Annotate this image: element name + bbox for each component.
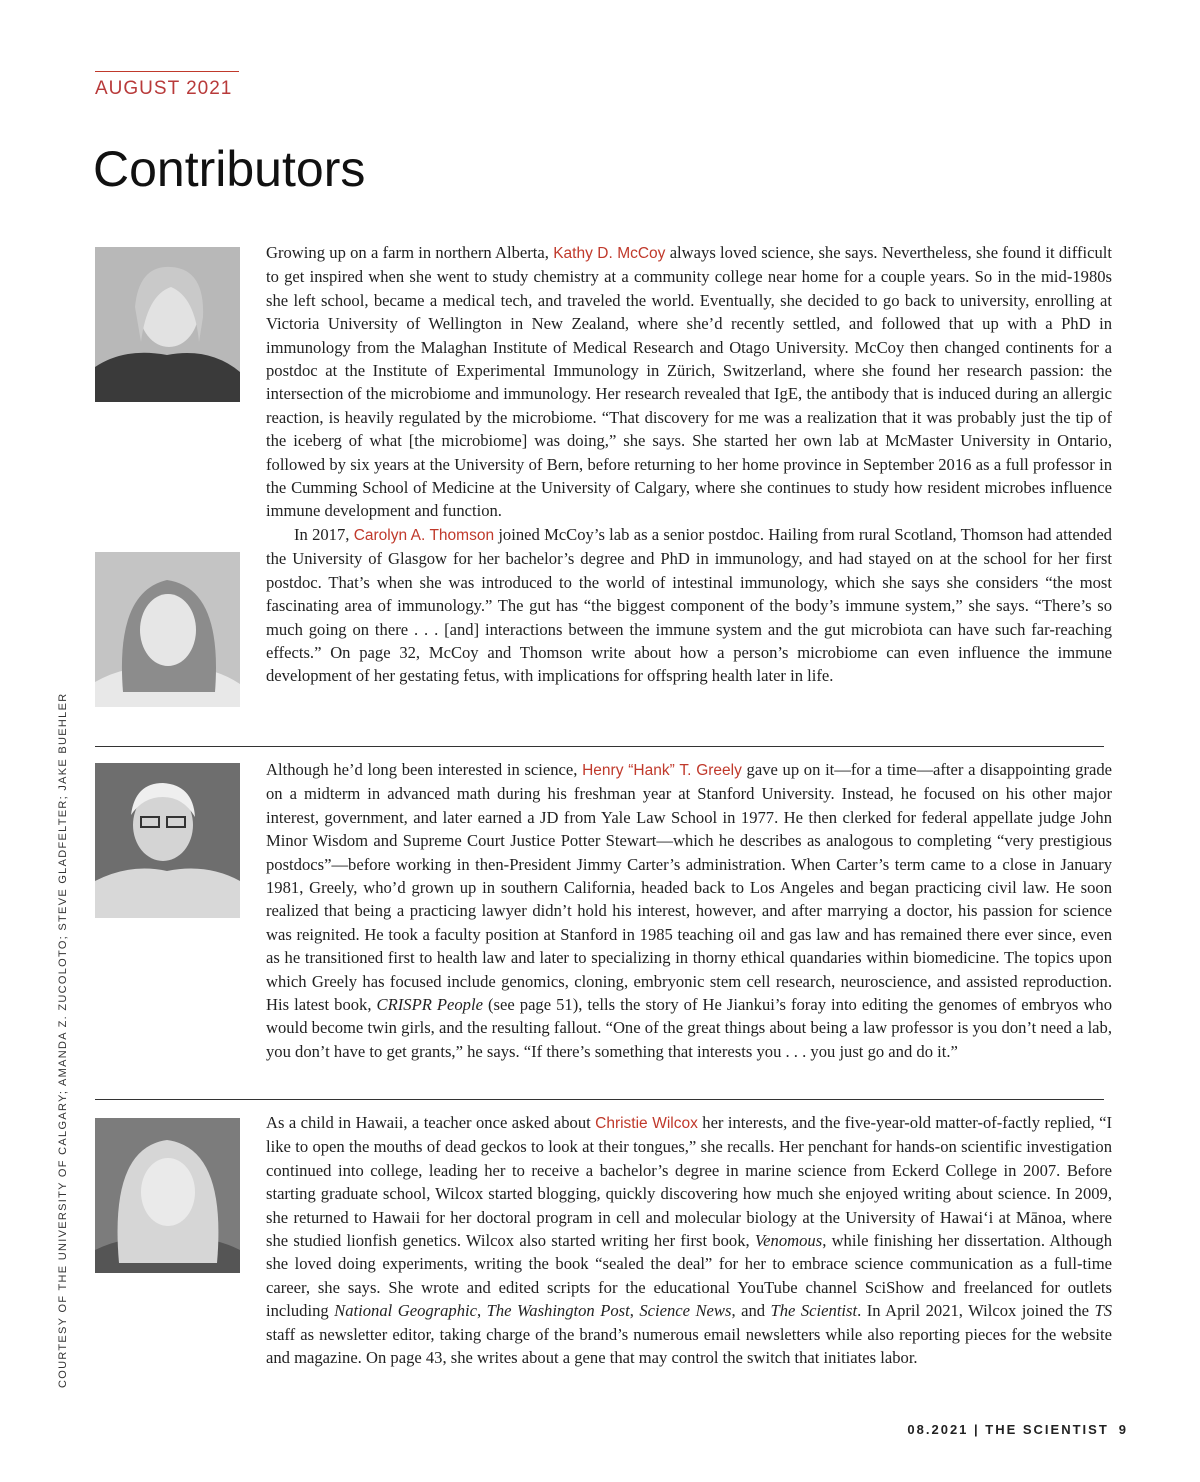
issue-date: AUGUST 2021	[95, 78, 233, 99]
portrait-photo-icon	[95, 247, 240, 402]
contributor-entry-mccoy	[266, 241, 1112, 688]
outlet-name: The Scientist	[770, 1301, 858, 1321]
book-title: CRISPR People	[376, 995, 483, 1015]
contributor-entry-greely	[266, 758, 1112, 1063]
thomson-portrait-photo	[95, 552, 240, 707]
book-title: Venomous	[754, 1231, 823, 1251]
issue-rule	[95, 71, 239, 72]
portrait-photo-icon	[95, 1118, 240, 1273]
page-footer	[907, 1422, 1128, 1437]
outlet-name: National Geographic	[334, 1301, 477, 1321]
page-number: 9	[1118, 1422, 1128, 1437]
contributor-name: Kathy D. McCoy	[553, 245, 666, 262]
greely-portrait-photo	[95, 763, 240, 918]
contributor-name: Carolyn A. Thomson	[353, 526, 495, 544]
contributor-name: Christie Wilcox	[595, 1115, 698, 1132]
folio-text: 08.2021 | THE SCIENTIST	[907, 1422, 1109, 1437]
bio-paragraph: In 2017, Carolyn A. Thomson joined McCoy’s lab as a senior postdoc. Hailing from rural Scotland, Thomson had attended the University of Glasgow for her bachelor’s degree and PhD in immunology, and had stayed on at the school for her first postdoc. That’s when she was introduced to the world of intestinal immunology, which she says she considers “the most fascinating area of immunology.” The gut has “the biggest component of the body’s immune system,” she says. “There’s so much going on there . . . [and] interactions between the immune system and the gut microbiota can have such far-reaching effects.” On page 32, McCoy and Thomson write about how a person’s microbiome can even influence the immune development of her gestating fetus, with implications for offspring health later in life.	[266, 524, 1112, 686]
contributor-name: Henry “Hank” T. Greely	[582, 762, 742, 779]
portrait-photo-icon	[95, 552, 240, 707]
portrait-photo-icon	[95, 763, 240, 918]
outlet-name: Science News	[639, 1301, 732, 1321]
page-title: Contributors	[93, 141, 366, 197]
section-divider	[95, 1099, 1104, 1100]
contributor-entry-wilcox	[266, 1111, 1112, 1369]
brand-abbrev: TS	[1094, 1301, 1112, 1321]
wilcox-portrait-photo	[95, 1118, 240, 1273]
mccoy-portrait-photo	[95, 247, 240, 402]
section-divider	[95, 746, 1104, 747]
bio-paragraph: As a child in Hawaii, a teacher once asked about Christie Wilcox her interests, and the five-year-old matter-of-factly replied, “I like to open the mouths of dead geckos to look at their tongues,” she recalls. Her penchant for hands-on scientific investigation continued into college, leading her to receive a bachelor’s degree in marine science from Eckerd College in 2007. Before starting graduate school, Wilcox started blogging, quickly discovering how much she enjoyed writing about science. In 2009, she returned to Hawaii for her doctoral program in cell and molecular biology at the University of Hawai‘i at Mānoa, where she studied lionfish genetics. Wilcox also started writing her first book, Venomous, while finishing her dissertation. Although she loved doing experiments, writing the book “sealed the deal” for her to embrace science communication as a full-time career, she says. She wrote and edited scripts for the educational YouTube channel SciShow and freelanced for outlets including National Geographic, The Washington Post, Science News, and The Scientist. In April 2021, Wilcox joined the TS staff as newsletter editor, taking charge of the brand’s numerous email newsletters while also reporting pieces for the website and magazine. On page 43, she writes about a gene that may control the switch that initiates labor.	[266, 1113, 1112, 1368]
outlet-name: The Washington Post	[486, 1301, 630, 1321]
bio-paragraph: Growing up on a farm in northern Alberta, Kathy D. McCoy always loved science, she says. Nevertheless, she found it difficult to get inspired when she went to study chemistry at a community college near home for a couple years. So in the mid-1980s she left school, became a medical tech, and traveled the world. Eventually, she decided to go back to university, enrolling at Victoria University of Wellington in New Zealand, where she’d recently settled, and followed that up with a PhD in immunology from the Malaghan Institute of Medical Research and Otago University. McCoy then changed continents for a postdoc at the Institute of Experimental Immunology in Zürich, Switzerland, where she found her research passion: the intersection of the microbiome and immunology. Her research revealed that IgE, the antibody that is induced during an allergic reaction, is heavily regulated by the microbiome. “That discovery for me was a realization that it was probably just the tip of the iceberg of what [the microbiome] was doing,” she says. She started her own lab at McMaster University in Ontario, followed by six years at the University of Bern, before returning to her home province in September 2016 as a full professor in the Cumming School of Medicine at the University of Calgary, where she continues to study how resident microbes influence immune development and function.	[266, 243, 1112, 521]
photo-credit: COURTESY OF THE UNIVERSITY OF CALGARY; AMANDA Z. ZUCOLOTO; STEVE GLADFELTER; JAKE BUEHLER	[57, 692, 69, 1388]
bio-paragraph: Although he’d long been interested in science, Henry “Hank” T. Greely gave up on it—for a time—after a disappointing grade on a midterm in advanced math during his freshman year at Stanford University. Instead, he focused on his other major interest, government, and later earned a JD from Yale Law School in 1977. He then clerked for federal appellate judge John Minor Wisdom and Supreme Court Justice Potter Stewart—which he describes as analogous to completing “very prestigious postdocs”—before working in then-President Jimmy Carter’s administration. When Carter’s term came to a close in January 1981, Greely, who’d grown up in southern California, headed back to Los Angeles and began practicing civil law. He soon realized that being a practicing lawyer didn’t hold his interest, however, and after marrying a doctor, his passion for science was reignited. He took a faculty position at Stanford in 1985 teaching oil and gas law and has remained there ever since, even as he transitioned first to health law and later to specializing in thorny ethical quandaries within biomedicine. The topics upon which Greely has focused include genomics, cloning, embryonic stem cell research, neuroscience, and assisted reproduction. His latest book, CRISPR People (see page 51), tells the story of He Jiankui’s foray into editing the genomes of embryos who would become twin girls, and the resulting fallout. “One of the great things about being a law professor is you don’t need a lab, you don’t have to get grants,” he says. “If there’s something that interests you . . . you just go and do it.”	[266, 760, 1113, 1061]
